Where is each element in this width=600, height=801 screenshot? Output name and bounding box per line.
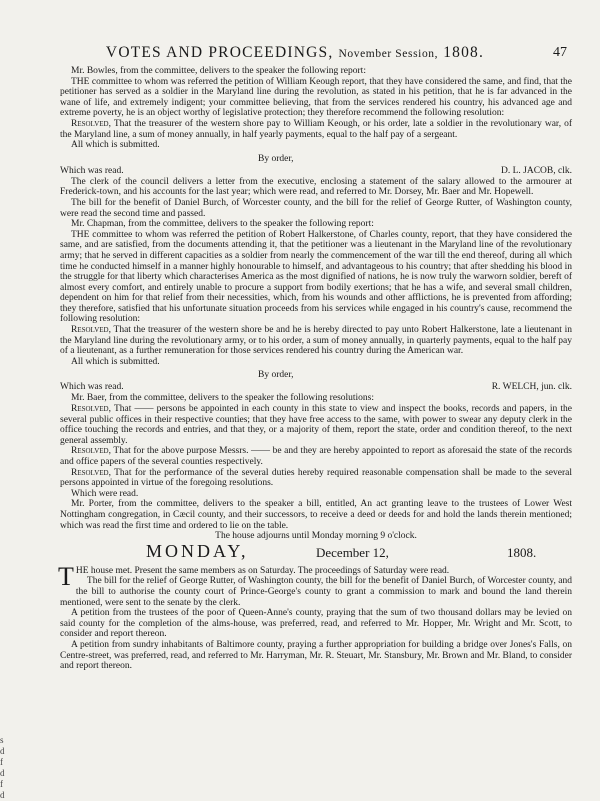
paragraph: The bill for the relief of George Rutter, of Washington county, the bill for the benefit of Daniel Burch, of Worcester county, and the bill to authorise the county court of Prince-George's county to grant a commission to mark and bound the land therein mentioned, were sent to the senate by the clerk. (60, 576, 572, 608)
adjournment: The house adjourns until Monday morning 9 o'clock. (215, 531, 417, 542)
paragraph: Which were read. (71, 488, 139, 499)
paragraph: The bill for the benefit of Daniel Burch, of Worcester county, and the bill for the relief of George Rutter, of Washington county, were read the second time and passed. (60, 197, 572, 219)
paragraph: A petition from sundry inhabitants of Baltimore county, praying a further appropriation for building a bridge over Jones's Falls, on Centre-street, was preferred, read, and referred to Mr. Harryman, Mr. R. Steuart, Mr. Stansbury, Mr. Brown and Mr. Bland, to consider and report thereon. (60, 639, 572, 672)
resolution-text: That for the performance of the several duties hereby required reasonable compensation shall be made to the several persons appointed in virtue of the foregoing resolutions. (60, 467, 572, 489)
resolved-label: Resolved, (71, 446, 111, 457)
paragraph: A petition from the trustees of the poor of Queen-Anne's county, praying that the sum of two thousand dollars may be levied on said county for the completion of the alms-house, was preferred, read, and referred to Mr. Hopper, Mr. Wright and Mr. Scott, to consider and report thereon. (60, 608, 572, 640)
resolution-text: That the treasurer of the western shore pay to William Keough, or his order, late a soldier in the revolutionary war, of the Maryland line, a sum of money annually, in half yearly payments, equal to the half pay of a sergeant. (60, 118, 572, 140)
day-name: MONDAY, (146, 540, 249, 561)
paragraph (60, 404, 572, 446)
paragraph: All which is submitted. (71, 140, 160, 151)
paragraph: Mr. Bowles, from the committee, delivers to the speaker the following report: (71, 66, 366, 76)
clerk-signature: D. L. JACOB, clk. (501, 165, 572, 176)
paragraph: THE committee to whom was referred the petition of William Keough report, that they have considered the same, and find, that the petitioner has served as a soldier in the Maryland line during the revolution, as stated in his petition, that he is far advanced in the wane of life, and extremely indigent; your committee believing, that from the services rendered his country, his advanced age and extreme poverty, he is an object worthy of legislative protection; they therefore recommend the following resolution: (60, 76, 572, 119)
paragraph: THE committee to whom was referred the petition of Robert Halkerstone, of Charles county, report, that they have considered the same, and are satisfied, from the documents attending it, that the petitioner was a lieutenant in the Maryland line of the revolutionary army; that he served in different capacities as a soldier from nearly the commencement of the war till the end thereof, during all which time he conducted himself in a manner highly honourable to himself, and advantageous to his country; that after shedding his blood in the struggle for that liberty which characterises America as the most dignified of nations, he is now truly the warworn soldier, bereft of almost every comfort, and entirely unable to procure a support from bodily exertions; that he has a wife, and several small children, dependent on him for that relief from their necessities, which, from his wounds and other afflictions, he is prevented from affording; they therefore, satisfied that his unfortunate situation proceeds from his services while engaged in his country's cause, recommend the following resolution: (60, 229, 572, 325)
signature-line (60, 382, 572, 393)
day-heading (60, 540, 572, 566)
paragraph: Mr. Chapman, from the committee, delivers to the speaker the following report: (71, 219, 374, 230)
resolution-text: That for the above purpose Messrs. —— be and they are hereby appointed to report as aforesaid the state of the records and office papers of the several counties respectively. (60, 446, 572, 467)
resolved-label: Resolved, (71, 325, 111, 336)
day-date: December 12, (316, 544, 389, 560)
by-order: By order, (258, 153, 294, 164)
paragraph (60, 468, 572, 489)
running-title (75, 44, 515, 62)
by-order: By order, (258, 370, 294, 381)
paragraph (60, 325, 572, 357)
resolved-label: Resolved, (71, 467, 111, 478)
page-header (0, 44, 600, 64)
paragraph (60, 119, 572, 140)
title-main: VOTES AND PROCEEDINGS, (105, 44, 334, 61)
paragraph: Mr. Baer, from the committee, delivers to the speaker the following resolutions: (71, 393, 375, 404)
paragraph (58, 561, 572, 591)
paragraph (60, 446, 572, 467)
paragraph: The clerk of the council delivers a letter from the executive, enclosing a statement of the salary allowed to the armourer at Frederick-town, and his accounts for the last year; which were read, and referred to Mr. Dorsey, Mr. Baer and Mr. Hopewell. (60, 176, 572, 198)
resolved-label: Resolved, (71, 118, 111, 129)
day-year: 1808. (507, 544, 537, 560)
document-body (60, 66, 572, 672)
left-margin-letters: s d f d f d (0, 735, 5, 800)
title-year: 1808. (443, 44, 485, 61)
resolution-text: That —— persons be appointed in each county in this state to view and inspect the books, records and papers, in the several public offices in their respective counties; that they have free access to the same, with power to swear any deputy clerk in the office touching the records and entries, and that they, or a majority of them, report the state, order and condition thereof, to the next general assembly. (60, 404, 572, 446)
paragraph: All which is submitted. (71, 356, 160, 367)
which-was-read: Which was read. (60, 165, 124, 176)
resolution-text: That the treasurer of the western shore be and he is hereby directed to pay unto Robert Halkerstone, late a lieutenant in the Maryland line during the revolutionary army, or to his order, a sum of money annually, in quarterly payments, equal to the half pay of a lieutenant, as a further remuneration for those services rendered his country during the American war. (60, 325, 572, 357)
signature-line (60, 166, 572, 177)
signature-block (60, 370, 572, 382)
paragraph-text: HE house met. Present the same members as on Saturday. The proceedings of Saturday were read. (75, 565, 450, 576)
which-was-read: Which was read. (60, 382, 124, 393)
drop-cap: T (58, 561, 74, 591)
paragraph: Mr. Porter, from the committee, delivers to the speaker a bill, entitled, An act granting leave to the trustees of Lower West Nottingham congregation, in Cæcil county, and their successors, to receive a deed or deeds for and hold the lands therein mentioned; which was read the first time and ordered to lie on the table. (60, 499, 572, 531)
clerk-signature: R. WELCH, jun. clk. (491, 382, 572, 393)
signature-block (60, 154, 572, 166)
resolved-label: Resolved, (71, 404, 111, 415)
page-number: 47 (553, 45, 567, 60)
title-session: November Session, (338, 48, 439, 60)
